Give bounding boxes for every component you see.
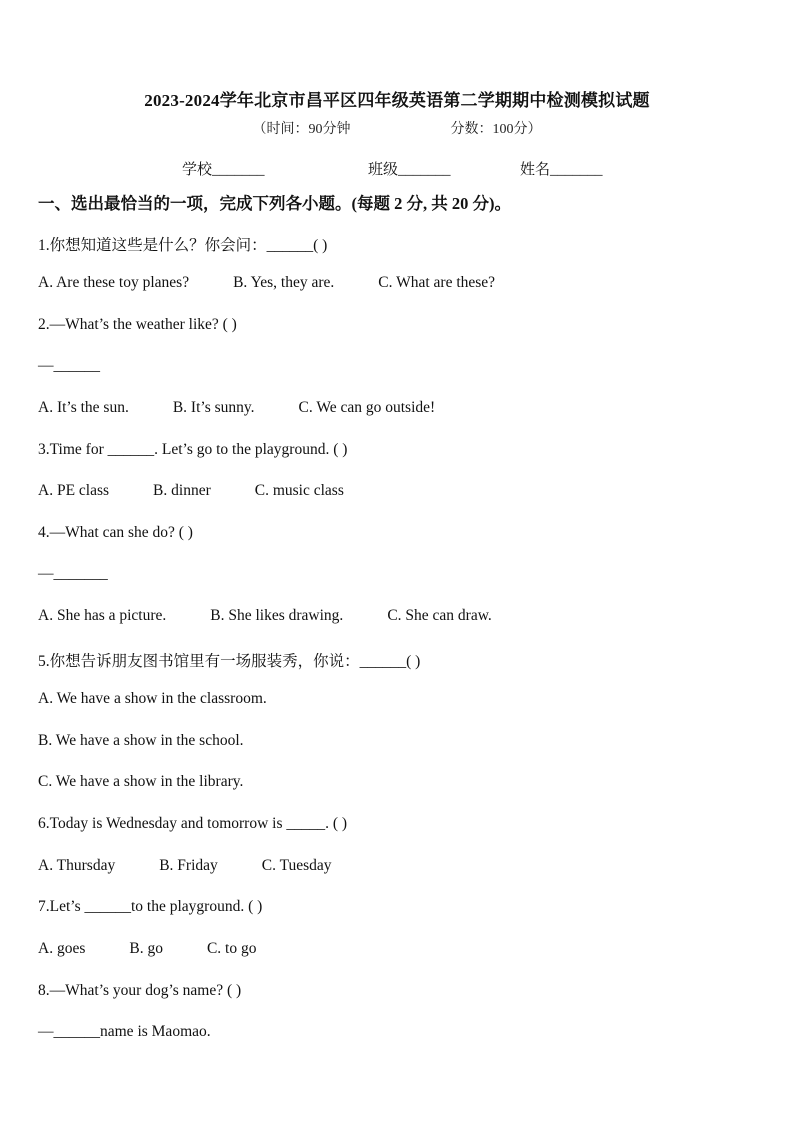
option-b: B. dinner: [153, 482, 211, 499]
option-b: B. Friday: [159, 857, 218, 874]
question-3-options: [38, 482, 344, 500]
school-field: 学校_______: [182, 162, 265, 178]
option-a: A. goes: [38, 940, 86, 957]
question-1-options: [38, 274, 495, 292]
page-title: 2023-2024学年北京市昌平区四年级英语第二学期期中检测模拟试题: [144, 91, 650, 110]
option-a: A. Thursday: [38, 857, 116, 874]
question-5-option-a: A. We have a show in the classroom.: [38, 690, 267, 707]
question-2-stem: 2.—What’s the weather like? ( ): [38, 316, 237, 333]
class-field: 班级_______: [368, 162, 451, 178]
option-a: A. She has a picture.: [38, 607, 167, 624]
question-1-stem: 1.你想知道这些是什么？你会问：______( ): [38, 237, 328, 254]
option-a: A. It’s the sun.: [38, 399, 129, 416]
question-5-option-c: C. We have a show in the library.: [38, 773, 244, 790]
question-3-stem: 3.Time for ______. Let’s go to the playground. ( ): [38, 441, 348, 458]
option-c: C. What are these?: [378, 274, 496, 291]
question-2-options: [38, 399, 435, 417]
option-a: A. Are these toy planes?: [38, 274, 190, 291]
option-b: B. go: [129, 940, 163, 957]
section-heading: 一、选出最恰当的一项，完成下列各小题。(每题 2 分, 共 20 分)。: [38, 194, 511, 213]
question-6-options: [38, 857, 332, 875]
question-8-answer: —______name is Maomao.: [38, 1023, 211, 1040]
option-a: A. PE class: [38, 482, 110, 499]
exam-meta: [0, 118, 794, 138]
question-5-option-b: B. We have a show in the school.: [38, 732, 244, 749]
option-c: C. to go: [206, 940, 257, 957]
option-c: C. Tuesday: [261, 857, 332, 874]
question-8-stem: 8.—What’s your dog’s name? ( ): [38, 982, 242, 999]
question-5-stem: 5.你想告诉朋友图书馆里有一场服装秀，你说：______( ): [38, 653, 421, 670]
question-4-answer: —_______: [38, 565, 108, 582]
question-4-options: [38, 607, 492, 625]
question-7-stem: 7.Let’s ______to the playground. ( ): [38, 898, 263, 915]
option-c: C. She can draw.: [387, 607, 492, 624]
exam-score: 分数：100分）: [450, 122, 542, 137]
question-7-options: [38, 940, 256, 958]
option-c: C. We can go outside!: [298, 399, 436, 416]
option-b: B. It’s sunny.: [172, 399, 255, 416]
exam-time: （时间：90分钟: [252, 122, 351, 137]
option-b: B. Yes, they are.: [233, 274, 335, 291]
question-6-stem: 6.Today is Wednesday and tomorrow is _____. ( ): [38, 815, 348, 832]
option-b: B. She likes drawing.: [210, 607, 344, 624]
question-4-stem: 4.—What can she do? ( ): [38, 524, 193, 541]
name-field: 姓名_______: [520, 162, 603, 178]
question-2-answer: —______: [38, 357, 100, 374]
option-c: C. music class: [254, 482, 344, 499]
